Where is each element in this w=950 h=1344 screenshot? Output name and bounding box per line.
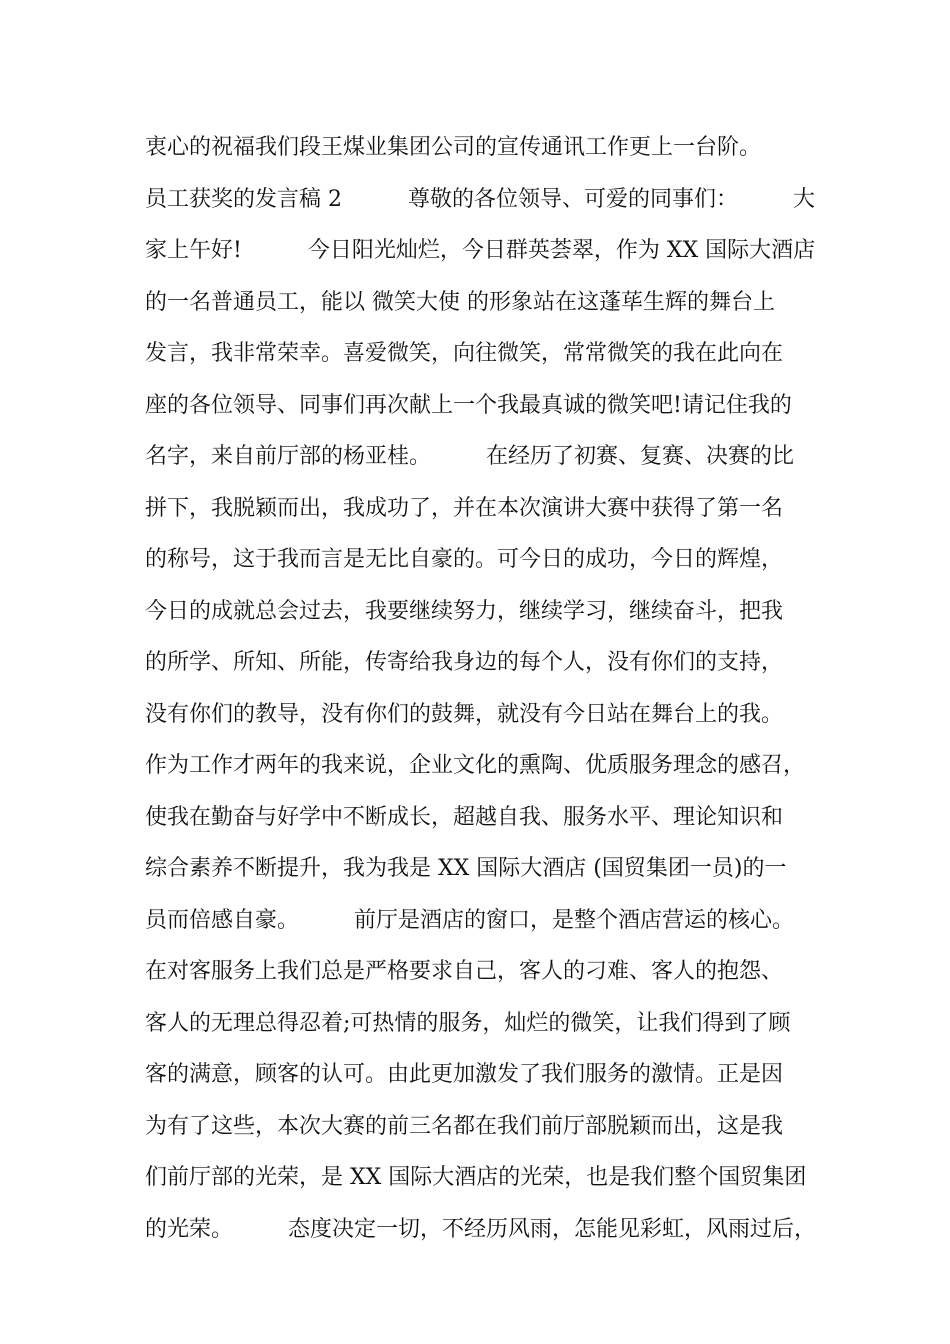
text-line: 的称号，这于我而言是无比自豪的。可今日的成功，今日的辉煌， [145, 547, 784, 572]
text-line: 使我在勤奋与好学中不断成长，超越自我、服务水平、理论知识和 [145, 804, 784, 830]
text-line: 座的各位领导、同事们再次献上一个我最真诚的微笑吧!请记住我的 [145, 392, 792, 418]
text-line: 今日的成就总会过去，我要继续努力，继续学习，继续奋斗，把我 [145, 598, 784, 624]
text-line: 在对客服务上我们总是严格要求自己，客人的刁难、客人的抱怨、 [145, 959, 784, 984]
text-line: 客人的无理总得忍着;可热情的服务，灿烂的微笑，让我们得到了顾 [145, 1010, 791, 1036]
text-line: 客的满意，顾客的认可。由此更加激发了我们服务的激情。正是因 [145, 1062, 784, 1087]
text-line: 综合素养不断提升，我为我是 XX 国际大酒店 (国贸集团一员)的一 [145, 856, 787, 881]
text-line: 为有了这些，本次大赛的前三名都在我们前厅部脱颖而出，这是我 [145, 1113, 784, 1139]
text-line: 的光荣。 态度决定一切，不经历风雨，怎能见彩虹，风雨过后， [145, 1216, 817, 1242]
text-line: 员而倍感自豪。 前厅是酒店的窗口，是整个酒店营运的核心。 [145, 907, 795, 933]
text-line: 拼下，我脱颖而出，我成功了，并在本次演讲大赛中获得了第一名 [145, 495, 784, 521]
text-line: 的所学、所知、所能，传寄给我身边的每个人，没有你们的支持， [145, 650, 784, 675]
text-line: 作为工作才两年的我来说，企业文化的熏陶、优质服务理念的感召， [145, 753, 806, 778]
text-line: 员工获奖的发言稿 2 尊敬的各位领导、可爱的同事们： 大 [145, 186, 815, 212]
text-line: 名字，来自前厅部的杨亚桂。 在经历了初赛、复赛、决赛的比 [145, 444, 795, 469]
text-line: 发言，我非常荣幸。喜爱微笑，向往微笑，常常微笑的我在此向在 [145, 341, 784, 366]
text-line: 的一名普通员工，能以 微笑大使 的形象站在这蓬荜生辉的舞台上 [145, 289, 775, 315]
text-line: 衷心的祝福我们段王煤业集团公司的宣传通讯工作更上一台阶。 [145, 135, 762, 160]
body-text [145, 128, 825, 1261]
text-line: 家上午好! 今日阳光灿烂，今日群英荟翠，作为 XX 国际大酒店 [145, 238, 816, 263]
text-line: 没有你们的教导，没有你们的鼓舞，就没有今日站在舞台上的我。 [145, 701, 784, 727]
text-line: 们前厅部的光荣，是 XX 国际大酒店的光荣，也是我们整个国贸集团 [145, 1165, 807, 1190]
